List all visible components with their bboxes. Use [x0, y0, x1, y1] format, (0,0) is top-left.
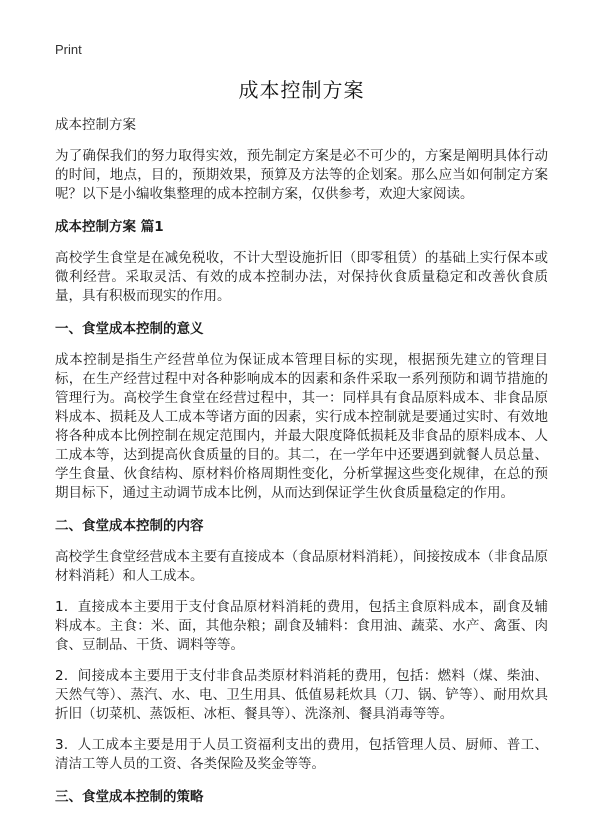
section1-heading: 一、食堂成本控制的意义: [55, 321, 204, 337]
document-subtitle: 成本控制方案: [55, 117, 136, 133]
section2-heading: 二、食堂成本控制的内容: [55, 518, 204, 534]
section1-paragraph: 成本控制是指生产经营单位为保证成本管理目标的实现，根据预先建立的管理目标，在生产经营过程中对各种影响成本的因素和条件采取一系列预防和调节措施的管理行为。高校学生食堂在经营过程中，其一：同样具有食品原料成本、非食品原料成本、损耗及人工成本等诸方面的因素，实行成本控制就是要通过实时、有效地将各种成本比例控制在规定范围内，并最大限度降低损耗及非食品的原料成本、人工成本等，达到提高伙食质量的目的。其二，在一学年中还要遇到就餐人员总量、学生食量、伙食结构、原材料价格周期性变化，分析掌握这些变化规律，在总的预期目标下，通过主动调节成本比例，从而达到保证学生伙食质量稳定的作用。: [55, 352, 548, 501]
section2-paragraph: 高校学生食堂经营成本主要有直接成本（食品原材料消耗），间接按成本（非食品原材料消耗）和人工成本。: [55, 549, 548, 584]
part1-heading: 成本控制方案 篇1: [55, 219, 164, 235]
print-label[interactable]: Print: [55, 42, 82, 57]
section3-heading: 三、食堂成本控制的策略: [55, 789, 204, 805]
list-item-indirect-cost: 2．间接成本主要用于支付非食品类原材料消耗的费用，包括：燃料（煤、柴油、天然气等）、蒸汽、水、电、卫生用具、低值易耗炊具（刀、锅、铲等）、耐用炊具折旧（切菜机、蒸饭柜、冰柜、餐具等）、洗涤剂、餐具消毒等等。: [55, 668, 548, 722]
list-item-labor-cost: 3．人工成本主要是用于人员工资福利支出的费用，包括管理人员、厨师、普工、清洁工等人员的工资、各类保险及奖金等等。: [55, 737, 548, 772]
document-title: 成本控制方案: [238, 78, 365, 102]
part1-paragraph: 高校学生食堂是在减免税收，不计大型设施折旧（即零租赁）的基础上实行保本或微利经营。采取灵活、有效的成本控制办法，对保持伙食质量稳定和改善伙食质量，具有积极而现实的作用。: [55, 250, 548, 304]
intro-paragraph: 为了确保我们的努力取得实效，预先制定方案是必不可少的，方案是阐明具体行动的时间，地点，目的，预期效果，预算及方法等的企划案。那么应当如何制定方案呢？以下是小编收集整理的成本控制方案，仅供参考，欢迎大家阅读。: [55, 148, 548, 202]
list-item-direct-cost: 1．直接成本主要用于支付食品原材料消耗的费用，包括主食原料成本，副食及辅料成本。主食：米、面，其他杂粮；副食及辅料：食用油、蔬菜、水产、禽蛋、肉食、豆制品、干货、调料等等。: [55, 599, 548, 653]
